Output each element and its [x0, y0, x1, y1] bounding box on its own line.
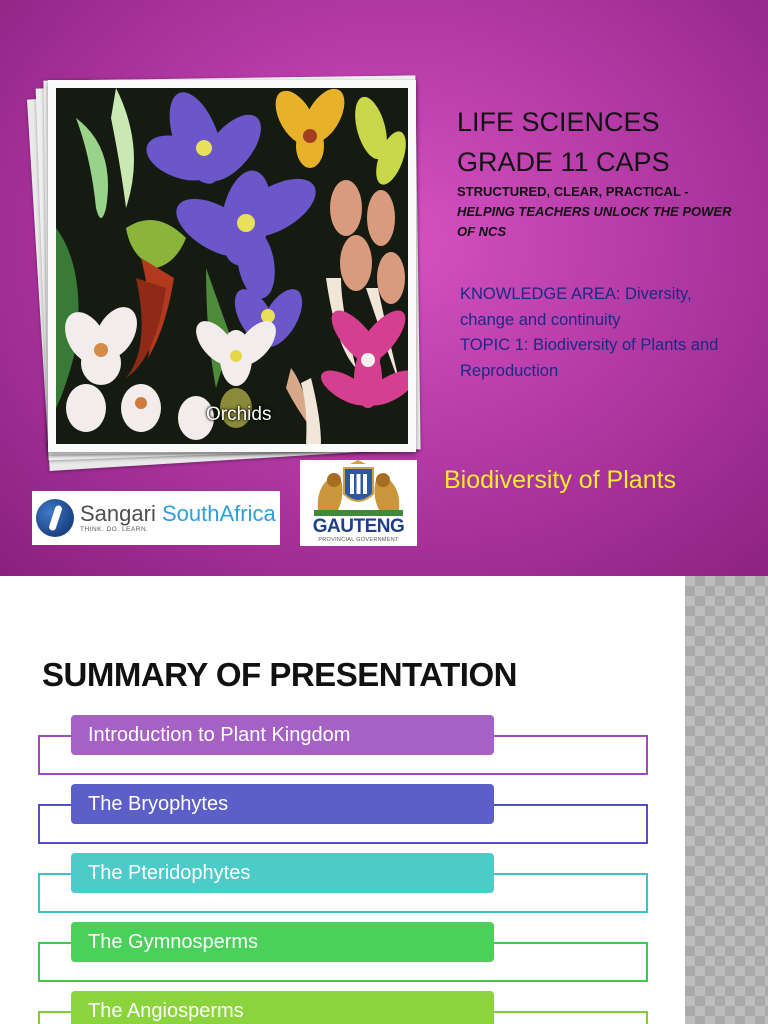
subtitle-italic: HELPING TEACHERS UNLOCK THE POWER OF NCS: [457, 204, 732, 239]
sangari-tagline: THINK. DO. LEARN.: [80, 525, 149, 533]
gauteng-name: GAUTENG: [312, 516, 405, 537]
topic-item-pteridophytes: [38, 862, 648, 913]
topic-item-gymnosperms: [38, 931, 648, 982]
decorative-pattern-strip: [685, 576, 768, 1024]
topic-item-introduction: [38, 724, 648, 775]
photo-frame: [48, 80, 416, 452]
gauteng-coat-of-arms-icon: [300, 460, 417, 520]
sangari-logo-icon: [36, 499, 74, 537]
orchids-illustration: [56, 88, 408, 444]
topic-label: The Bryophytes: [71, 784, 494, 824]
topic-label: The Pteridophytes: [71, 853, 494, 893]
title-line-1: LIFE SCIENCES: [457, 107, 660, 137]
knowledge-area-block: [460, 282, 750, 384]
title-line-2: GRADE 11 CAPS: [457, 147, 670, 177]
sangari-logo: [32, 491, 280, 545]
gauteng-subtitle: PROVINCIAL GOVERNMENT: [318, 537, 399, 543]
photo-caption: Orchids: [206, 404, 272, 425]
gauteng-logo: [300, 460, 417, 546]
topic-label: Introduction to Plant Kingdom: [71, 715, 494, 755]
orchid-photo-stack: [34, 68, 420, 466]
subtitle-line: STRUCTURED, CLEAR, PRACTICAL -: [457, 184, 689, 199]
sangari-name: [80, 500, 276, 526]
topic-label: The Angiosperms: [71, 991, 494, 1024]
sangari-name-part2: SouthAfrica: [155, 500, 276, 526]
biodiversity-heading: Biodiversity of Plants: [444, 466, 677, 494]
summary-slide: [0, 576, 768, 1024]
orchids-photo: [56, 88, 408, 444]
slide-subtitle: [457, 182, 747, 242]
slide-title: [457, 102, 670, 182]
topic-text: TOPIC 1: Biodiversity of Plants and Reproduction: [460, 336, 719, 380]
topic-label: The Gymnosperms: [71, 922, 494, 962]
topic-item-angiosperms: [38, 1000, 648, 1024]
knowledge-area-text: KNOWLEDGE AREA: Diversity, change and continuity: [460, 285, 692, 329]
sangari-name-part1: Sangari: [80, 500, 156, 526]
topic-item-bryophytes: [38, 793, 648, 844]
sangari-logo-text: [80, 500, 276, 534]
summary-title: SUMMARY OF PRESENTATION: [42, 656, 517, 693]
